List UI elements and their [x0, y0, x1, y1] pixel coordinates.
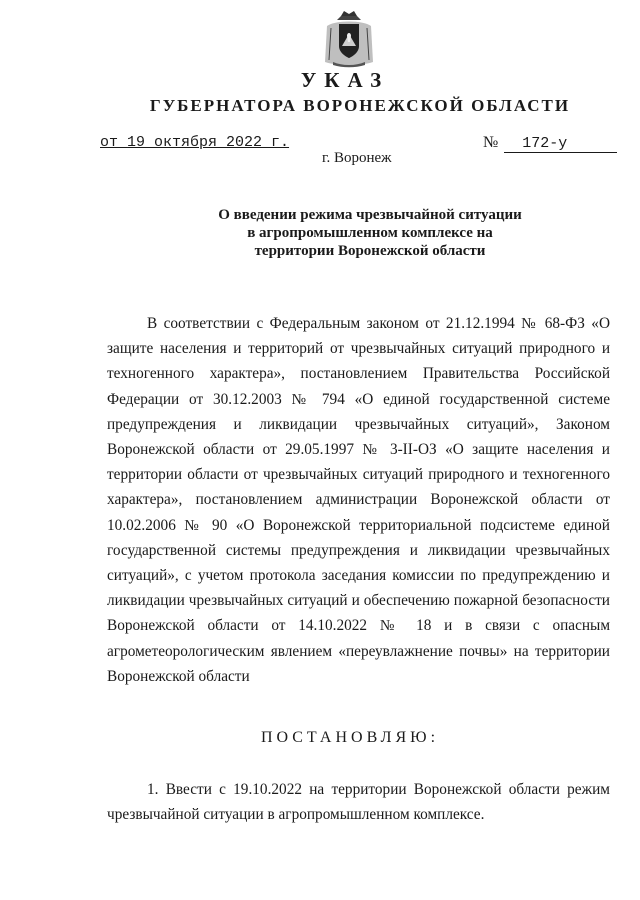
document-title: УКАЗ [300, 68, 390, 92]
heading-line: территории Воронежской области [254, 243, 486, 259]
heading-line: О введении режима чрезвычайной ситуации [218, 207, 522, 223]
item-text: 1. Ввести с 19.10.2022 на территории Воронежской области режим чрезвычайной ситуации в агропромышленном комплексе. [107, 781, 610, 824]
coat-of-arms-icon [321, 10, 377, 68]
preamble-paragraph: В соответствии с Федеральным законом от 21.12.1994 № 68-ФЗ «О защите населения и территорий от чрезвычайных ситуаций природного и техногенного характера», постановлением Правительства Российской Федерации от 30.12.2003 № 794 «О единой государственной системе предупреждения и ликвидации чрезвычайных ситуаций», Законом Воронежской области от 29.05.1997 № 3-II-ОЗ «О защите населения и территории области от чрезвычайных ситуаций природного и техногенного характера», постановлением администрации Воронежской области от 10.02.2006 № 90 «О Воронежской территориальной подсистеме единой государственной системы предупреждения и ликвидации чрезвычайных ситуаций», с учетом протокола заседания комиссии по предупреждению и ликвидации чрезвычайных ситуаций и обеспечению пожарной безопасности Воронежской области от 14.10.2022 № 18 и в связи с опасным агрометеорологическим явлением «переувлажнение почвы» на территории Воронежской области [107, 315, 610, 685]
decree-item-1 [107, 777, 610, 827]
heading-line: в агропромышленном комплексе на [247, 225, 493, 241]
number-value: 172-у [504, 135, 617, 153]
decree-heading [180, 206, 560, 260]
preamble [107, 311, 610, 689]
decree-number [483, 134, 617, 153]
issue-date [100, 134, 289, 151]
decree-word: ПОСТАНОВЛЯЮ: [260, 729, 440, 746]
date-prefix: от [100, 134, 128, 151]
city-label: г. Воронеж [322, 150, 392, 166]
issuer-subtitle: ГУБЕРНАТОРА ВОРОНЕЖСКОЙ ОБЛАСТИ [149, 96, 571, 115]
number-label: № [483, 134, 499, 151]
date-value: 19 октября 2022 г. [127, 134, 290, 151]
